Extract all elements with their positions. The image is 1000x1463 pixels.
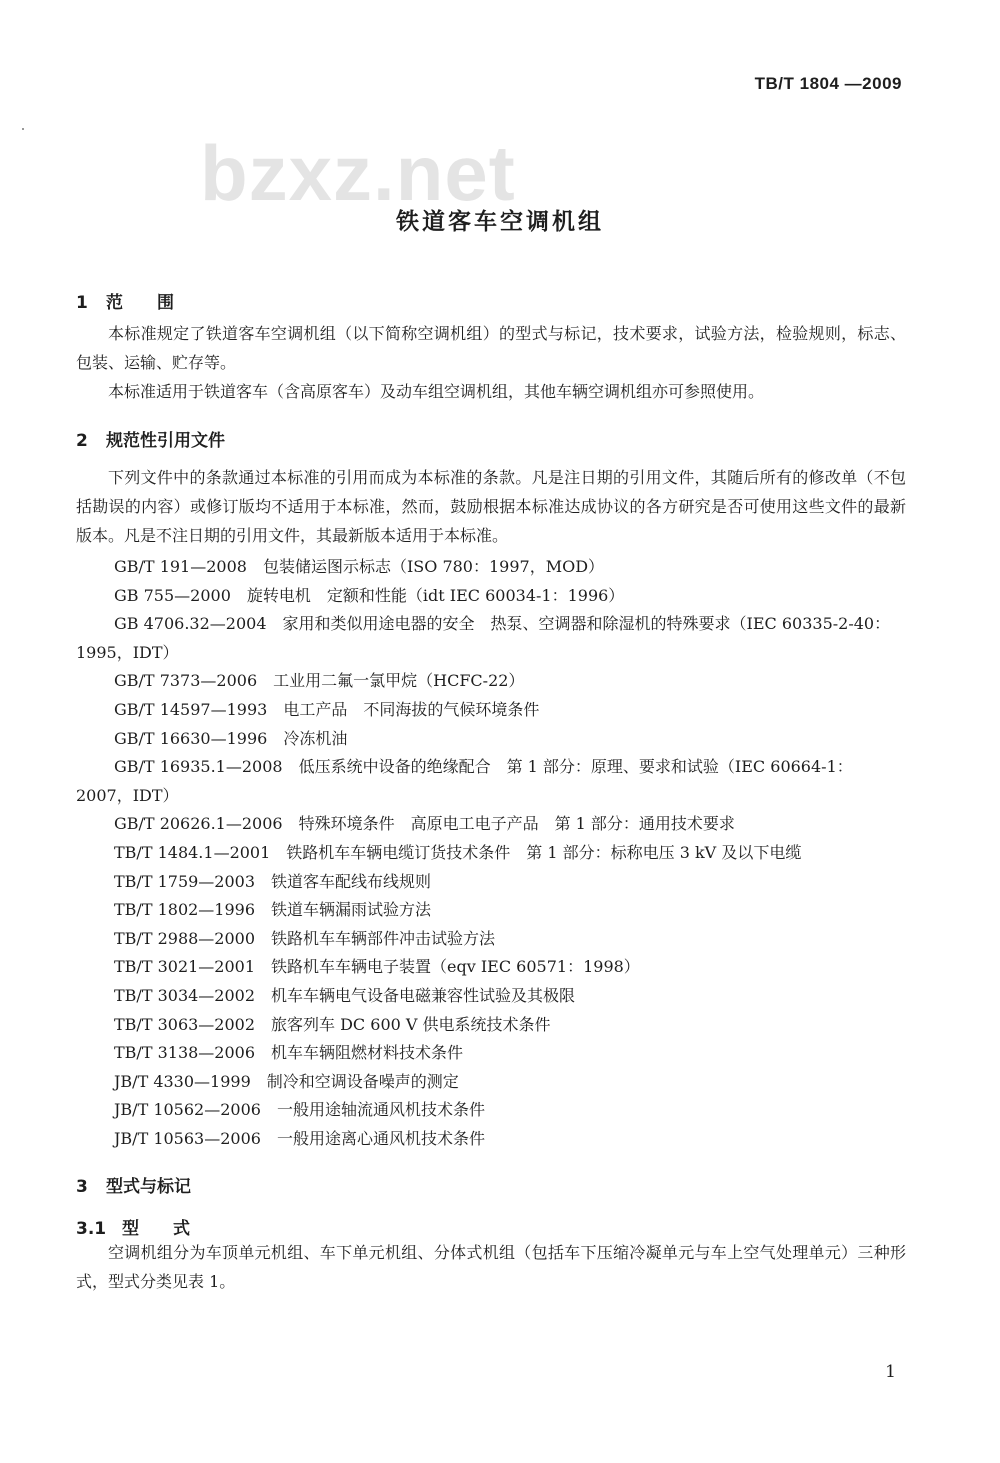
reference-item xyxy=(76,1125,906,1154)
reference-code: JB/T 10562—2006 xyxy=(114,1100,261,1120)
reference-title: 铁路机车车辆电缆订货技术条件 第 1 部分：标称电压 3 kV 及以下电缆 xyxy=(286,842,802,862)
reference-code: TB/T 3063—2002 xyxy=(114,1014,256,1034)
reference-code: JB/T 10563—2006 xyxy=(114,1128,261,1148)
section-2-heading xyxy=(76,426,225,451)
reference-title: 铁道客车配线布线规则 xyxy=(271,871,432,891)
reference-code: GB/T 16630—1996 xyxy=(114,728,268,748)
reference-item xyxy=(76,553,906,582)
section-2-intro: 下列文件中的条款通过本标准的引用而成为本标准的条款。凡是注日期的引用文件，其随后所有的修改单（不包括勘误的内容）或修订版均不适用于本标准，然而，鼓励根据本标准达成协议的各方研究是否可使用这些文件的最新版本。凡是不注日期的引用文件，其最新版本适用于本标准。 xyxy=(76,468,906,545)
reference-list xyxy=(76,553,906,1153)
section-number: 3 xyxy=(76,1177,88,1197)
section-1-paragraph-1: 本标准规定了铁道客车空调机组（以下简称空调机组）的型式与标记，技术要求，试验方法，检验规则，标志、包装、运输、贮存等。 xyxy=(76,324,906,372)
reference-title: 铁路机车车辆电子装置（eqv IEC 60571：1998） xyxy=(271,957,640,977)
section-1-paragraph-2: 本标准适用于铁道客车（含高原客车）及动车组空调机组，其他车辆空调机组亦可参照使用。 xyxy=(108,382,765,401)
reference-item xyxy=(76,753,906,810)
reference-code: TB/T 1802—1996 xyxy=(114,900,256,920)
reference-item xyxy=(76,610,906,667)
reference-item xyxy=(76,810,906,839)
reference-code: TB/T 1759—2003 xyxy=(114,871,256,891)
subsection-number: 3.1 xyxy=(76,1219,107,1239)
reference-title: 机车车辆阻燃材料技术条件 xyxy=(271,1043,464,1063)
reference-item xyxy=(76,1068,906,1097)
reference-item xyxy=(76,953,906,982)
section-title: 规范性引用文件 xyxy=(106,431,225,451)
reference-item xyxy=(76,839,906,868)
reference-item xyxy=(76,725,906,754)
section-number: 2 xyxy=(76,431,88,451)
reference-code: TB/T 3021—2001 xyxy=(114,957,256,977)
section-3-heading xyxy=(76,1172,191,1197)
reference-title: 家用和类似用途电器的安全 热泵、空调器和除湿机的特殊要求（IEC 60335-2-40：1995，IDT） xyxy=(76,614,891,662)
subsection-title: 型 式 xyxy=(122,1219,190,1239)
section-title: 型式与标记 xyxy=(106,1177,191,1197)
reference-code: TB/T 2988—2000 xyxy=(114,928,256,948)
reference-title: 一般用途轴流通风机技术条件 xyxy=(276,1100,485,1120)
reference-code: GB/T 20626.1—2006 xyxy=(114,814,283,834)
reference-code: JB/T 4330—1999 xyxy=(114,1071,251,1091)
reference-item xyxy=(76,667,906,696)
section-title: 范 围 xyxy=(106,293,174,313)
document-title: 铁道客车空调机组 xyxy=(396,209,604,235)
reference-code: TB/T 3034—2002 xyxy=(114,985,256,1005)
reference-title: 特殊环境条件 高原电工电子产品 第 1 部分：通用技术要求 xyxy=(298,814,735,834)
reference-title: 旋转电机 定额和性能（idt IEC 60034-1：1996） xyxy=(246,585,625,605)
reference-title: 包装储运图示标志（ISO 780：1997，MOD） xyxy=(262,557,605,576)
reference-code: GB 4706.32—2004 xyxy=(114,614,267,634)
page-number: 1 xyxy=(885,1362,896,1382)
subsection-3-1-paragraph: 空调机组分为车顶单元机组、车下单元机组、分体式机组（包括车下压缩冷凝单元与车上空气处理单元）三种形式，型式分类见表 1。 xyxy=(76,1243,906,1291)
reference-title: 工业用二氟一氯甲烷（HCFC-22） xyxy=(273,671,525,691)
reference-code: GB/T 191—2008 xyxy=(114,557,247,576)
reference-title: 铁路机车车辆部件冲击试验方法 xyxy=(271,928,496,948)
standard-code: TB/T 1804 —2009 xyxy=(754,74,902,93)
reference-code: TB/T 3138—2006 xyxy=(114,1043,256,1063)
section-1-heading xyxy=(76,288,174,313)
reference-title: 冷冻机油 xyxy=(283,728,348,748)
scan-speck xyxy=(22,128,24,130)
reference-title: 电工产品 不同海拔的气候环境条件 xyxy=(283,699,540,719)
reference-title: 旅客列车 DC 600 V 供电系统技术条件 xyxy=(271,1014,551,1034)
reference-title: 制冷和空调设备噪声的测定 xyxy=(266,1071,459,1091)
reference-title: 一般用途离心通风机技术条件 xyxy=(276,1128,485,1148)
reference-item xyxy=(76,868,906,897)
reference-title: 低压系统中设备的绝缘配合 第 1 部分：原理、要求和试验（IEC 60664-1：2007，IDT） xyxy=(76,757,853,805)
reference-item xyxy=(76,1096,906,1125)
reference-item xyxy=(76,896,906,925)
reference-title: 铁道车辆漏雨试验方法 xyxy=(271,900,432,920)
subsection-3-1-heading xyxy=(76,1214,190,1239)
reference-item xyxy=(76,582,906,611)
reference-code: GB/T 16935.1—2008 xyxy=(114,757,283,777)
reference-code: GB 755—2000 xyxy=(114,585,231,605)
reference-code: GB/T 14597—1993 xyxy=(114,699,268,719)
reference-item xyxy=(76,1039,906,1068)
reference-code: GB/T 7373—2006 xyxy=(114,671,258,691)
reference-item xyxy=(76,982,906,1011)
reference-item xyxy=(76,696,906,725)
reference-title: 机车车辆电气设备电磁兼容性试验及其极限 xyxy=(271,985,576,1005)
reference-code: TB/T 1484.1—2001 xyxy=(114,842,271,862)
watermark: bzxz.net xyxy=(200,129,516,217)
reference-item xyxy=(76,925,906,954)
section-number: 1 xyxy=(76,293,88,313)
reference-item xyxy=(76,1011,906,1040)
